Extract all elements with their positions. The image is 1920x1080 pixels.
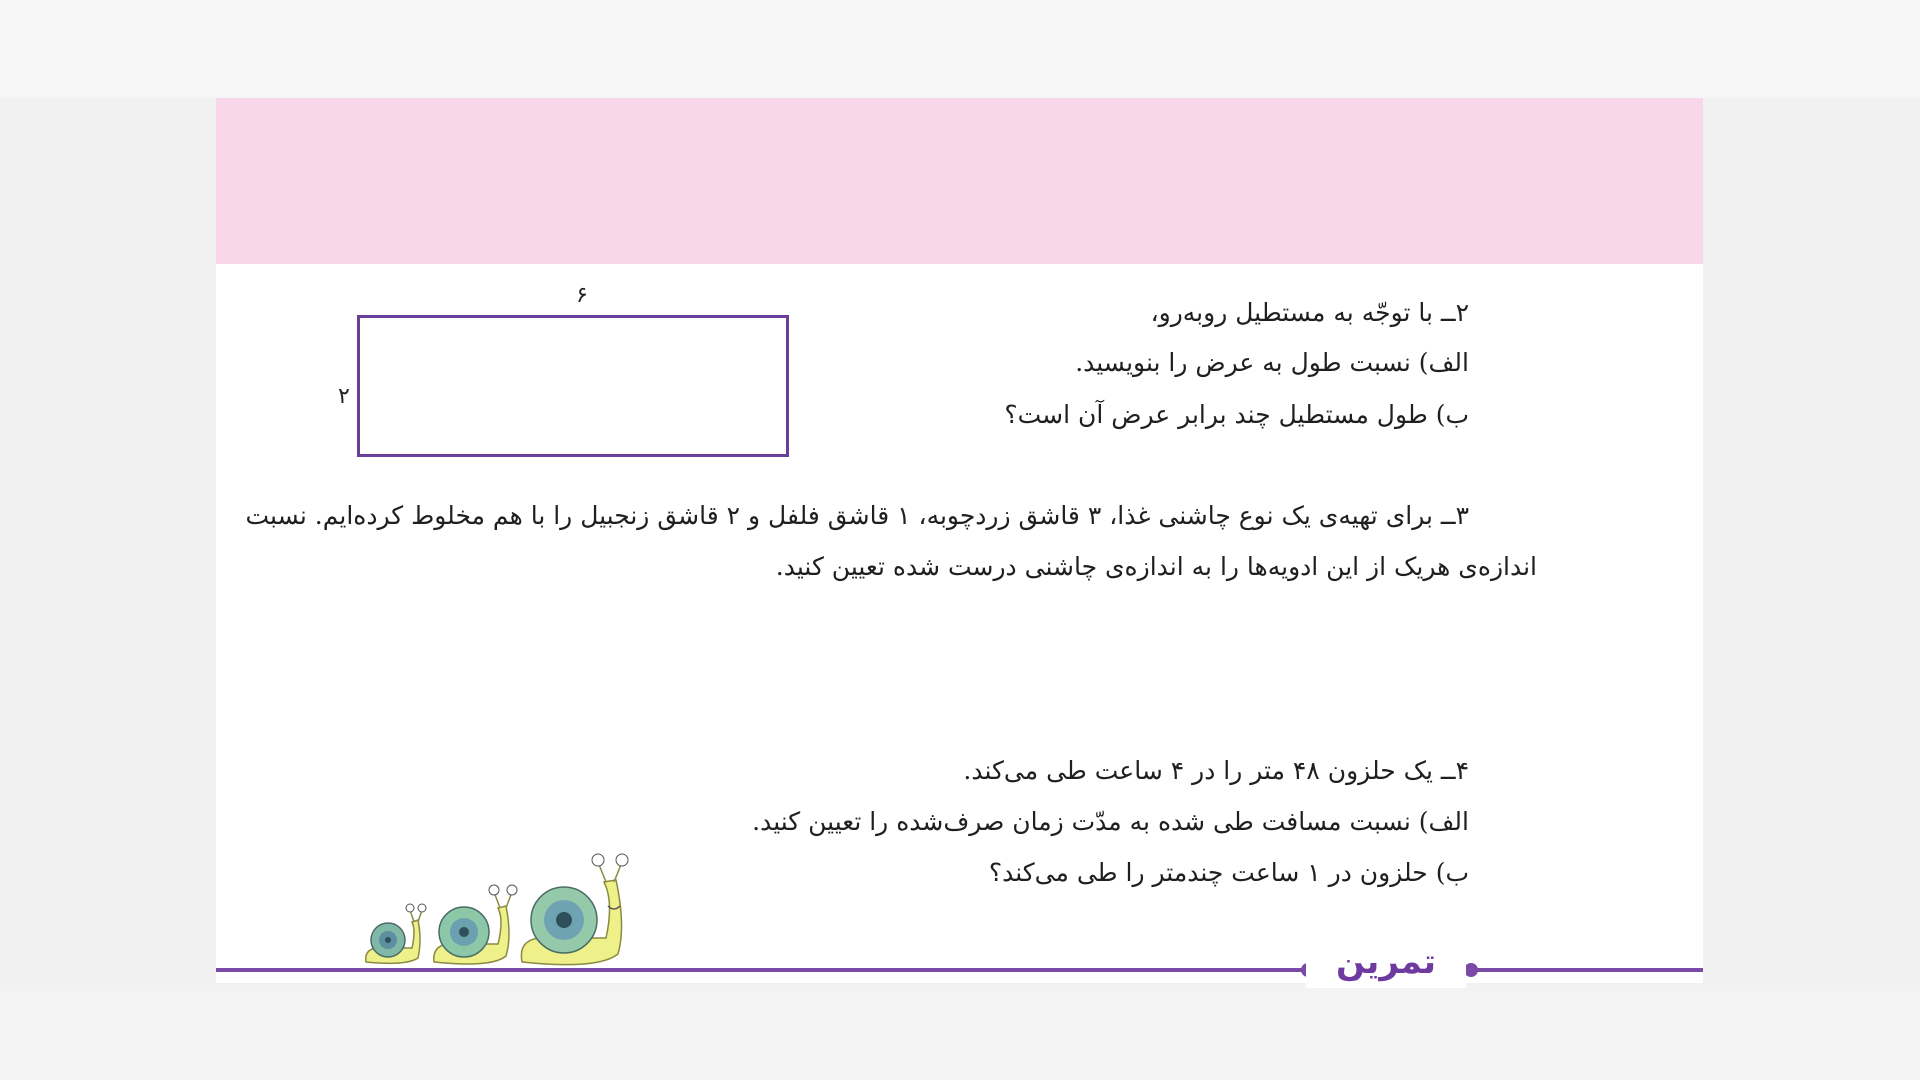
problem-3-line-2: اندازه‌ی هریک از این ادویه‌ها را به اندازه‌ی چاشنی درست شده تعیین کنید. bbox=[775, 552, 1537, 581]
footer-rule bbox=[216, 968, 1703, 972]
small-snail-icon bbox=[366, 904, 426, 963]
rectangle-figure bbox=[357, 315, 789, 457]
textbook-page bbox=[216, 98, 1703, 983]
large-snail-icon bbox=[521, 854, 628, 965]
problem-2-part-b: ب) طول مستطیل چند برابر عرض آن است؟ bbox=[1004, 400, 1469, 429]
rectangle-width-label: ۲ bbox=[338, 384, 350, 409]
rectangle-length-label: ۶ bbox=[576, 283, 588, 308]
background-bottom bbox=[0, 985, 1920, 1080]
problem-4-part-b: ب) حلزون در ۱ ساعت چندمتر را طی می‌کند؟ bbox=[988, 858, 1469, 887]
problem-3-line-1: ۳ــ برای تهیه‌ی یک نوع چاشنی غذا، ۳ قاشق زردچوبه، ۱ قاشق فلفل و ۲ قاشق زنجبیل را با هم مخلوط کرده‌ایم. نسبت bbox=[245, 501, 1469, 530]
background-top bbox=[0, 0, 1920, 98]
snails-illustration bbox=[346, 850, 646, 970]
problem-4-title: ۴ــ یک حلزون ۴۸ متر را در ۴ ساعت طی می‌کند. bbox=[963, 756, 1469, 785]
page-header-band bbox=[216, 98, 1703, 264]
footer-dot-right bbox=[1464, 963, 1478, 977]
footer-title: تمرین bbox=[1335, 942, 1437, 982]
medium-snail-icon bbox=[434, 885, 517, 964]
footer-title-box bbox=[1306, 936, 1466, 988]
problem-2-title: ۲ــ با توجّه به مستطیل روبه‌رو، bbox=[1150, 298, 1469, 327]
problem-4-part-a: الف) نسبت مسافت طی شده به مدّت زمان صرف‌شده را تعیین کنید. bbox=[752, 807, 1469, 836]
problem-2-part-a: الف) نسبت طول به عرض را بنویسید. bbox=[1075, 348, 1469, 377]
